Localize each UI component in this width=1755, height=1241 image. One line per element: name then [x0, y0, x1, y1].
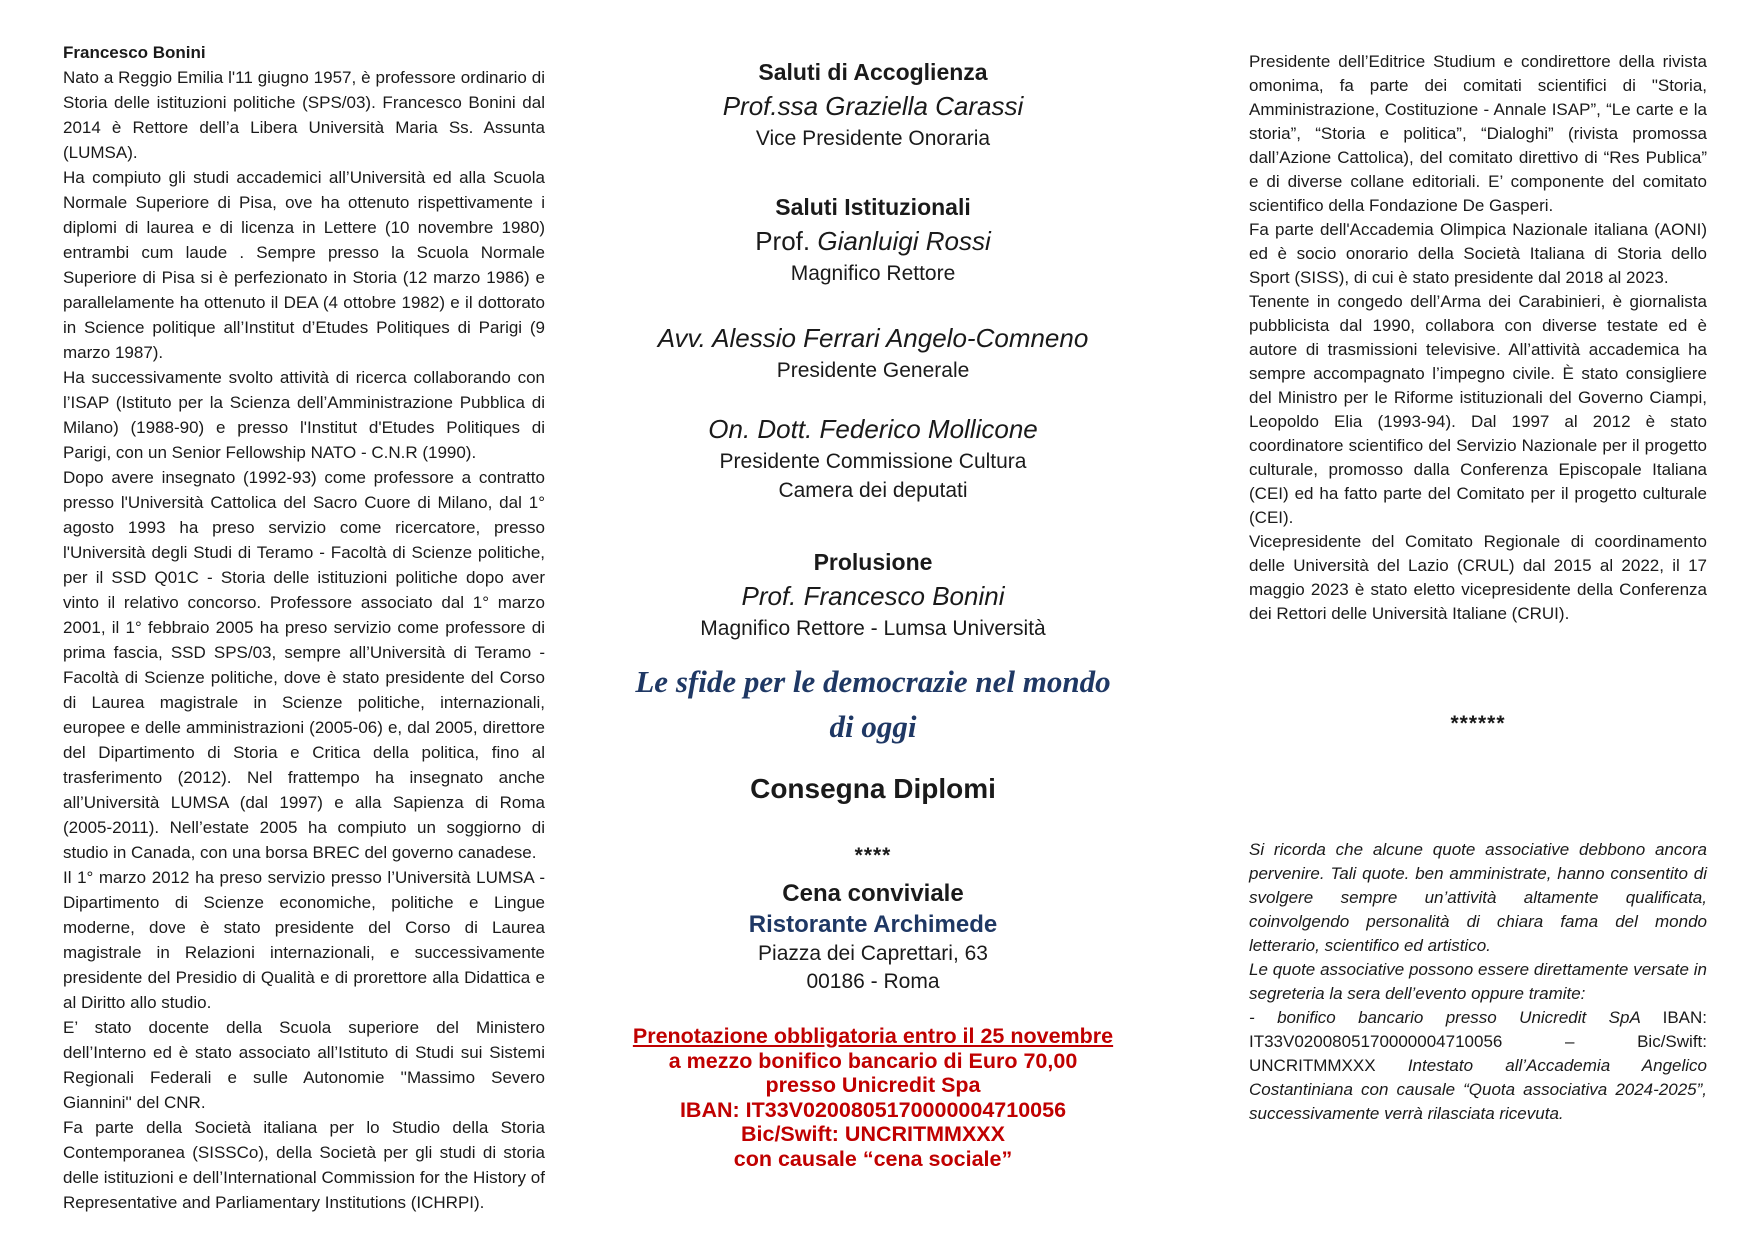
program-column [593, 0, 1153, 1241]
booking-notice [593, 1024, 1153, 1171]
bio2-paragraph-1: Presidente dell’Editrice Studium e condirettore della rivista omonima, fa parte dei comitati scientifici di "Storia, Amministrazione, Costituzione - Annale ISAP”, “Le carte e la storia”, “Storia e politica”, “Dialoghi” (rivista promossa dall’Azione Cattolica), del comitato direttivo di “Res Publica” e di diverse collane editoriali. E’ componente del comitato scientifico della Fondazione De Gasperi. [1249, 52, 1707, 215]
booking-transfer: a mezzo bonifico bancario di Euro 70,00 [668, 1048, 1078, 1073]
section-heading: Saluti Istituzionali [775, 194, 971, 220]
notes-payment-paragraph [1249, 1006, 1707, 1126]
bio-paragraph-3: Ha successivamente svolto attività di ricerca collaborando con l’ISAP (Istituto per la Scienza dell’Amministrazione Pubblica di Milano) (1988-90) e presso l'Institut d'Etudes Politiques di Parigi, con un Senior Fellowship NATO - C.N.R (1990). [63, 368, 545, 462]
lecture-title-line-2: di oggi [829, 709, 917, 744]
dinner-address-street: Piazza dei Caprettari, 63 [758, 942, 988, 965]
booking-bic: Bic/Swift: UNCRITMMXXX [741, 1122, 1005, 1146]
speaker-role: Presidente Commissione Cultura [719, 450, 1027, 473]
asterisk-separator: ****** [1450, 712, 1506, 735]
program-section-ferrari [593, 321, 1153, 385]
payment-iban-plain: IBAN: IT33V0200805170000004710056 – Bic/Swift: UNCRITMMXXX [1249, 1008, 1707, 1075]
dinner-block [593, 877, 1153, 996]
speaker-role-2: Camera dei deputati [778, 479, 968, 502]
speaker-name-italic: Gianluigi Rossi [817, 226, 991, 256]
program-section-prolusione [593, 546, 1153, 643]
booking-causale: con causale “cena sociale” [733, 1146, 1013, 1171]
bio-paragraph-4: Dopo avere insegnato (1992-93) come professore a contratto presso l'Università Cattolica del Sacro Cuore di Milano, dal 1° agosto 1993 ha preso servizio come ricercatore, presso l'Università degli Studi di Teramo - Facoltà di Scienze politiche, per il SSD Q01C - Storia delle istituzioni politiche dopo aver vinto il relativo concorso. Professore associato dal 1° marzo 2001, il 1° febbraio 2005 ha preso servizio come professore di prima fascia, SSD SPS/03, sempre all’Università di Teramo - Facoltà di Scienze politiche, dove è stato presidente del Corso di Laurea magistrale in Scienze politiche, internazionali, europee e delle amministrazioni (2005-06) e, dal 2005, direttore del Dipartimento di Storia e Critica della politica, fino al trasferimento (2012). Nel frattempo ha insegnato anche all’Università LUMSA (dal 1997) e alla Sapienza di Roma (2005-2011). Nell’estate 2005 ha compiuto un soggiorno di studio in Canada, con una borsa BREC del governo canadese. [63, 468, 545, 862]
payment-italic-tail: Intestato all’Accademia Angelico Costantiniana con causale “Quota associativa 2024-2025”, successivamente verrà rilasciata ricevuta. [1249, 1056, 1707, 1123]
section-heading: Saluti di Accoglienza [758, 59, 988, 85]
section-heading: Prolusione [813, 549, 933, 575]
booking-deadline: Prenotazione obbligatoria entro il 25 novembre [632, 1024, 1114, 1048]
speaker-role: Vice Presidente Onoraria [755, 127, 991, 150]
speaker-role: Magnifico Rettore - Lumsa Università [700, 617, 1046, 640]
lecture-title [593, 659, 1153, 749]
speaker-role: Presidente Generale [776, 359, 970, 382]
right-column [1249, 0, 1707, 1241]
payment-italic-lead: - bonifico bancario presso Unicredit SpA [1249, 1008, 1663, 1027]
bio-paragraph-1: Nato a Reggio Emilia l'11 giugno 1957, è professore ordinario di Storia delle istituzioni politiche (SPS/03). Francesco Bonini dal 2014 è Rettore dell’a Libera Università Maria Ss. Assunta (LUMSA). [63, 68, 545, 162]
lecture-title-line-1: Le sfide per le democrazie nel mondo [635, 664, 1111, 699]
dinner-venue: Ristorante Archimede [748, 911, 998, 938]
asterisk-separator: **** [854, 844, 892, 867]
speaker-title-prefix: Prof. [755, 226, 818, 256]
biography-column [63, 0, 545, 1241]
bio-paragraph-7: Fa parte della Società italiana per lo Studio della Storia Contemporanea (SISSCo), della Società per gli studi di storia delle istituzioni e dell’International Commission for the History of Representative and Parliamentary Institutions (ICHRPI). [63, 1118, 545, 1212]
bio-paragraph-6: E’ stato docente della Scuola superiore del Ministero dell’Interno ed è stato associato all’Istituto di Studi sui Sistemi Regionali Federali e sulle Autonomie ''Massimo Severo Giannini'' del CNR. [63, 1018, 545, 1112]
bio-paragraph-2: Ha compiuto gli studi accademici all’Università ed alla Scuola Normale Superiore di Pisa, ove ha ottenuto rispettivamente i diplomi di laurea e di licenza in Lettere (10 novembre 1980) entrambi cum laude . Sempre presso la Scuola Normale Superiore di Pisa si è perfezionato in Storia (12 marzo 1986) e parallelamente ha ottenuto il DEA (4 ottobre 1982) e il dottorato in Science politique all’Institut d’Etudes Politiques di Parigi (9 marzo 1987). [63, 168, 545, 362]
speaker-name: Avv. Alessio Ferrari Angelo-Comneno [657, 323, 1089, 353]
notes-paragraph-1: Si ricorda che alcune quote associative debbono ancora pervenire. Tali quote. ben amministrate, hanno consentito di svolgere sempre un’attività altamente qualificata, coinvolgendo personalità di chiara fama del mondo letterario, scientifico ed artistico. [1249, 840, 1707, 955]
speaker-name: On. Dott. Federico Mollicone [708, 414, 1038, 444]
speaker-name: Prof. Francesco Bonini [741, 581, 1005, 611]
dinner-address-city: 00186 - Roma [806, 970, 940, 993]
speaker-name [593, 224, 1153, 259]
program-section-institutional [593, 191, 1153, 288]
membership-notes [1249, 838, 1707, 1126]
program-section-mollicone [593, 412, 1153, 505]
bio2-paragraph-4: Vicepresidente del Comitato Regionale di coordinamento delle Università del Lazio (CRUL) dal 2015 al 2022, il 17 maggio 2023 è stato eletto vicepresidente della Conferenza dei Rettori delle Università Italiane (CRUI). [1249, 532, 1707, 623]
diploma-ceremony-heading: Consegna Diplomi [750, 773, 996, 804]
bio-paragraph-5: Il 1° marzo 2012 ha preso servizio presso l’Università LUMSA - Dipartimento di Scienze economiche, politiche e Lingue moderne, dove è stato presidente del Corso di Laurea magistrale in Relazioni internazionali, e successivamente presidente del Presidio di Qualità e di prorettore alla Didattica e al Diritto allo studio. [63, 868, 545, 1012]
speaker-role: Magnifico Rettore [790, 262, 956, 285]
bio-name: Francesco Bonini [63, 43, 206, 62]
speaker-name: Prof.ssa Graziella Carassi [722, 91, 1024, 121]
dinner-title: Cena conviviale [782, 880, 964, 907]
notes-paragraph-2: Le quote associative possono essere direttamente versate in segreteria la sera dell’evento oppure tramite: [1249, 960, 1707, 1003]
booking-iban: IBAN: IT33V0200805170000004710056 [679, 1097, 1067, 1122]
program-section-greetings [593, 56, 1153, 153]
bio2-paragraph-3: Tenente in congedo dell’Arma dei Carabinieri, è giornalista pubblicista dal 1990, collabora con diverse testate ed è autore di trasmissioni televisive. All’attività accademica ha sempre accompagnato l’impegno civile. È stato consigliere del Ministro per le Riforme istituzionali del Governo Ciampi, Leopoldo Elia (1993-94). Dal 1997 al 2012 è stato coordinatore scientifico del Servizio Nazionale per il progetto culturale, promosso dalla Conferenza Episcopale Italiana (CEI) ed ha fatto parte del Comitato per il progetto culturale (CEI). [1249, 292, 1707, 527]
bio2-paragraph-2: Fa parte dell'Accademia Olimpica Nazionale italiana (AONI) ed è socio onorario della Società Italiana di Storia dello Sport (SISS), di cui è stato presidente dal 2018 al 2023. [1249, 220, 1707, 287]
booking-bank: presso Unicredit Spa [765, 1073, 981, 1097]
